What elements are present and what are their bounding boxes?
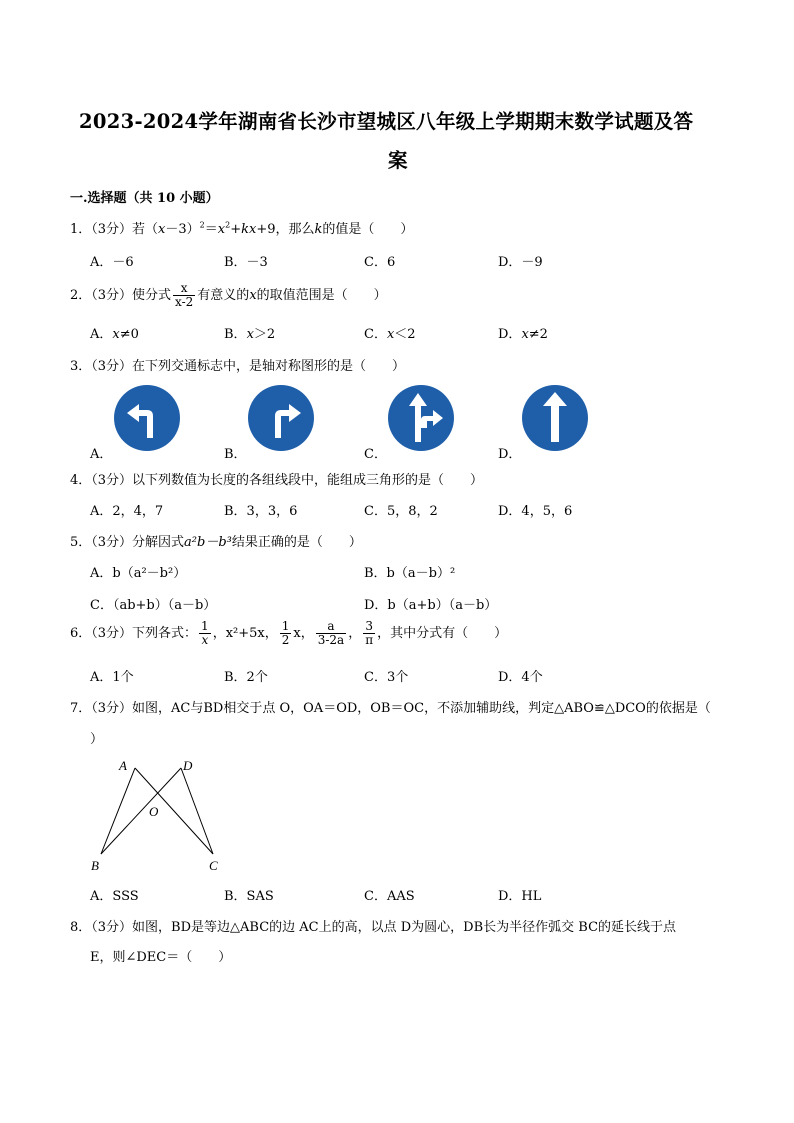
q3-option-c: C． — [364, 447, 387, 462]
fraction-x-over-x-minus-2: $\frac{x}{x-2}$ — [175, 281, 194, 309]
geometry-figure-q7 — [85, 752, 225, 876]
document-title-line2: 案 — [388, 149, 408, 172]
question-2-stem: 2．（3分）使分式 $\frac{x}{x-2}$ 有意义的x的取值范围是（ ） — [70, 281, 387, 309]
turn-left-sign-icon — [113, 384, 181, 452]
question-7-stem-line2: ） — [90, 732, 104, 747]
q2-option-c: C．x＜2 — [364, 327, 416, 342]
q3-option-a: A． — [90, 447, 113, 462]
q6-option-c: C．3个 — [364, 670, 409, 685]
question-7-stem-line1: 7．（3分）如图，AC与BD相交于点 O，OA＝OD，OB＝OC，不添加辅助线，判定△ABO≌△DCO的依据是（ — [70, 701, 711, 716]
q6-option-a: A．1个 — [90, 670, 134, 685]
turn-right-sign-icon — [247, 384, 315, 452]
q5-option-b: B．b（a－b）² — [364, 566, 456, 581]
label-b: B — [91, 858, 99, 873]
question-8-stem-line1: 8．（3分）如图，BD是等边△ABC的边 AC上的高，以点 D为圆心，DB长为半径作弧交 BC的延长线于点 — [70, 920, 677, 935]
fraction-a-over-3-minus-2a: $\frac{a}{3-2a}$ — [317, 619, 345, 647]
document-title-line1: 2023-2024学年湖南省长沙市望城区八年级上学期期末数学试题及答 — [79, 110, 694, 133]
q2-option-d: D．x≠2 — [498, 327, 548, 342]
fraction-1-over-x: $\frac{1}{x}$ — [201, 619, 209, 647]
segment-db — [101, 768, 181, 854]
question-1-stem: 1．（3分）若$(x-3)^2=x^2+kx+9$，那么k的值是（ ） — [70, 220, 414, 237]
segment-ab — [101, 768, 135, 854]
segment-dc — [181, 768, 213, 854]
fraction-3-over-pi: $\frac{3}{\pi}$ — [365, 619, 374, 647]
straight-or-right-sign-icon — [387, 384, 455, 452]
q1-option-a: A．－6 — [90, 255, 134, 270]
q4-option-c: C．5，8，2 — [364, 504, 438, 519]
q4-option-b: B．3，3，6 — [224, 504, 298, 519]
question-8-stem-line2: E，则∠DEC＝（ ） — [90, 950, 232, 965]
q5-option-a: A．b（a²－b²） — [90, 566, 187, 581]
q7-option-c: C．AAS — [364, 889, 415, 904]
q6-option-b: B．2个 — [224, 670, 268, 685]
label-o: O — [149, 804, 159, 819]
q5-option-c: C．（ab+b）（a－b） — [90, 598, 217, 613]
label-d: D — [183, 758, 193, 773]
q4-option-d: D．4，5，6 — [498, 504, 573, 519]
q1-option-c: C．6 — [364, 255, 396, 270]
q3-option-d: D． — [498, 447, 522, 462]
q3-option-b: B． — [224, 447, 247, 462]
q7-option-d: D．HL — [498, 889, 542, 904]
question-5-stem: 5．（3分）分解因式a²b－b³结果正确的是（ ） — [70, 535, 362, 550]
segment-ac — [135, 768, 213, 854]
label-a: A — [119, 758, 127, 773]
q6-option-d: D．4个 — [498, 670, 543, 685]
fraction-1-over-2: $\frac{1}{2}$ — [281, 619, 290, 647]
question-4-stem: 4．（3分）以下列数值为长度的各组线段中，能组成三角形的是（ ） — [70, 473, 484, 488]
q4-option-a: A．2，4，7 — [90, 504, 164, 519]
q2-option-b: B．x＞2 — [224, 327, 276, 342]
section-heading: 一.选择题（共 10 小题） — [70, 191, 219, 206]
label-c: C — [209, 858, 218, 873]
question-6-stem: 6．（3分）下列各式： $\frac{1}{x}$ ，x²+5x， $\frac{1}{2}$ x， $\frac{a}{3-2a}$ ， $\frac{3}{\pi}$ ，其中分式有（ ） — [70, 619, 508, 647]
q1-option-b: B．－3 — [224, 255, 268, 270]
q5-option-d: D．b（a+b）（a－b） — [364, 598, 498, 613]
q7-option-a: A．SSS — [90, 889, 139, 904]
question-3-stem: 3．（3分）在下列交通标志中，是轴对称图形的是（ ） — [70, 359, 406, 374]
q2-option-a: A．x≠0 — [90, 327, 139, 342]
straight-ahead-sign-icon — [521, 384, 589, 452]
q1-option-d: D．－9 — [498, 255, 543, 270]
q7-option-b: B．SAS — [224, 889, 274, 904]
